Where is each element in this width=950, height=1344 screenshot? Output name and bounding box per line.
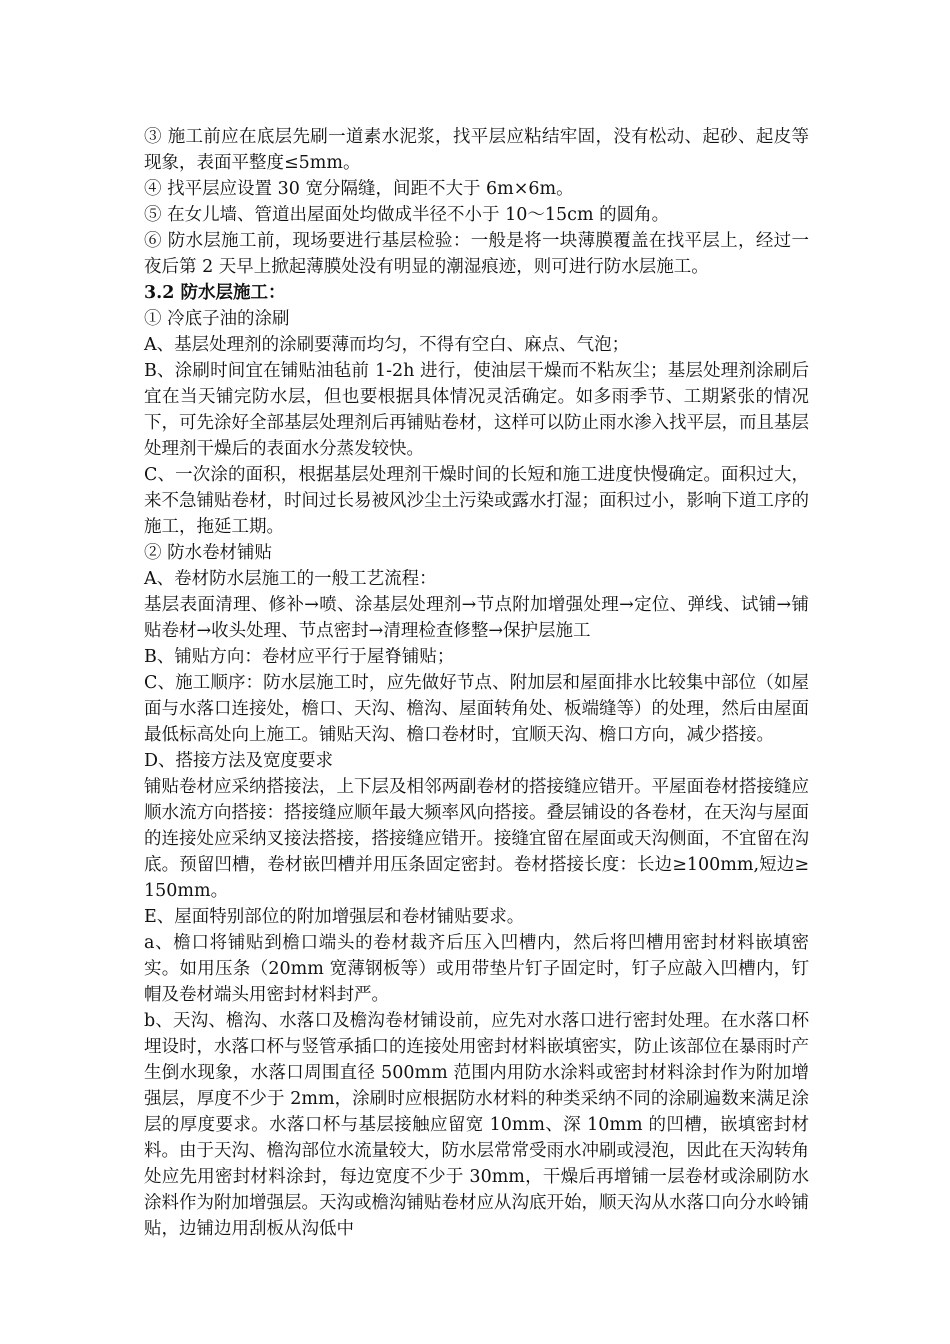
document-page — [144, 124, 809, 1242]
paragraph-membrane-d: D、搭接方法及宽度要求 — [144, 751, 334, 771]
paragraph-primer-b: B、涂刷时间宜在铺贴油毡前 1-2h 进行，使油层干燥而不粘灰尘；基层处理剂涂刷后宜在当天铺完防水层，但也要根据具体情况灵活确定。如多雨季节、工期紧张的情况下，可先涂好全部基层处理剂后再铺贴卷材，这样可以防止雨水渗入找平层，而且基层处理剂干燥后的表面水分蒸发较快。 — [144, 361, 809, 459]
paragraph-membrane-b: B、铺贴方向：卷材应平行于屋脊铺贴； — [144, 647, 455, 667]
paragraph-membrane-c: C、施工顺序：防水层施工时，应先做好节点、附加层和屋面排水比较集中部位（如屋面与水落口连接处，檐口、天沟、檐沟、屋面转角处、板端缝等）的处理，然后由屋面最低标高处向上施工。铺贴天沟、檐口卷材时，宜顺天沟、檐口方向，减少搭接。 — [144, 673, 809, 745]
section-heading: 3.2 防水层施工： — [144, 283, 286, 303]
paragraph-membrane-e: E、屋面特别部位的附加增强层和卷材铺贴要求。 — [144, 907, 525, 927]
paragraph-rounded-corner: ⑤ 在女儿墙、管道出屋面处均做成半径不小于 10～15cm 的圆角。 — [144, 205, 670, 225]
subheading-primer: ① 冷底子油的涂刷 — [144, 309, 290, 329]
paragraph-separation-joint: ④ 找平层应设置 30 宽分隔缝，间距不大于 6m×6m。 — [144, 179, 574, 199]
paragraph-eaves: a、檐口将铺贴到檐口端头的卷材裁齐后压入凹槽内，然后将凹槽用密封材料嵌填密实。如用压条（20mm 宽薄钢板等）或用带垫片钉子固定时，钉子应敲入凹槽内，钉帽及卷材端头用密封材料封严。 — [144, 933, 809, 1005]
paragraph-process-flow: 基层表面清理、修补→喷、涂基层处理剂→节点附加增强处理→定位、弹线、试铺→铺贴卷材→收头处理、节点密封→清理检查修整→保护层施工 — [144, 595, 809, 641]
paragraph-primer-a: A、基层处理剂的涂刷要薄而均匀，不得有空白、麻点、气泡； — [144, 335, 630, 355]
paragraph-membrane-a: A、卷材防水层施工的一般工艺流程： — [144, 569, 437, 589]
paragraph-primer-c: C、一次涂的面积，根据基层处理剂干燥时间的长短和施工进度快慢确定。面积过大，来不急铺贴卷材，时间过长易被风沙尘土污染或露水打湿；面积过小，影响下道工序的施工，拖延工期。 — [144, 465, 809, 537]
paragraph-overlap-method: 铺贴卷材应采纳搭接法，上下层及相邻两副卷材的搭接缝应错开。平屋面卷材搭接缝应顺水流方向搭接：搭接缝应顺年最大频率风向搭接。叠层铺设的各卷材，在天沟与屋面的连接处应采纳叉接法搭接，搭接缝应错开。接缝宜留在屋面或天沟侧面，不宜留在沟底。预留凹槽，卷材嵌凹槽并用压条固定密封。卷材搭接长度：长边≥100mm,短边≥150mm。 — [144, 777, 809, 901]
paragraph-gutter: b、天沟、檐沟、水落口及檐沟卷材铺设前，应先对水落口进行密封处理。在水落口杯埋设时，水落口杯与竖管承插口的连接处用密封材料嵌填密实，防止该部位在暴雨时产生倒水现象，水落口周围直径 500mm 范围内用防水涂料或密封材料涂封作为附加增强层，厚度不少于 2mm，涂刷时应根据防水材料的种类采纳不同的涂刷遍数来满足涂层的厚度要求。水落口杯与基层接触应留宽 10mm、深 10mm 的凹槽，嵌填密封材料。由于天沟、檐沟部位水流量较大，防水层常常受雨水冲刷或浸泡，因此在天沟转角处应先用密封材料涂封，每边宽度不少于 30mm，干燥后再增铺一层卷材或涂刷防水涂料作为附加增强层。天沟或檐沟铺贴卷材应从沟底开始，顺天沟从水落口向分水岭铺贴，边铺边用刮板从沟低中 — [144, 1011, 809, 1239]
paragraph-base-inspection: ⑥ 防水层施工前，现场要进行基层检验：一般是将一块薄膜覆盖在找平层上，经过一夜后第 2 天早上掀起薄膜处没有明显的潮湿痕迹，则可进行防水层施工。 — [144, 231, 809, 277]
paragraph-base-coat: ③ 施工前应在底层先刷一道素水泥浆，找平层应粘结牢固，没有松动、起砂、起皮等现象，表面平整度≤5mm。 — [144, 127, 809, 173]
subheading-membrane: ② 防水卷材铺贴 — [144, 543, 273, 563]
